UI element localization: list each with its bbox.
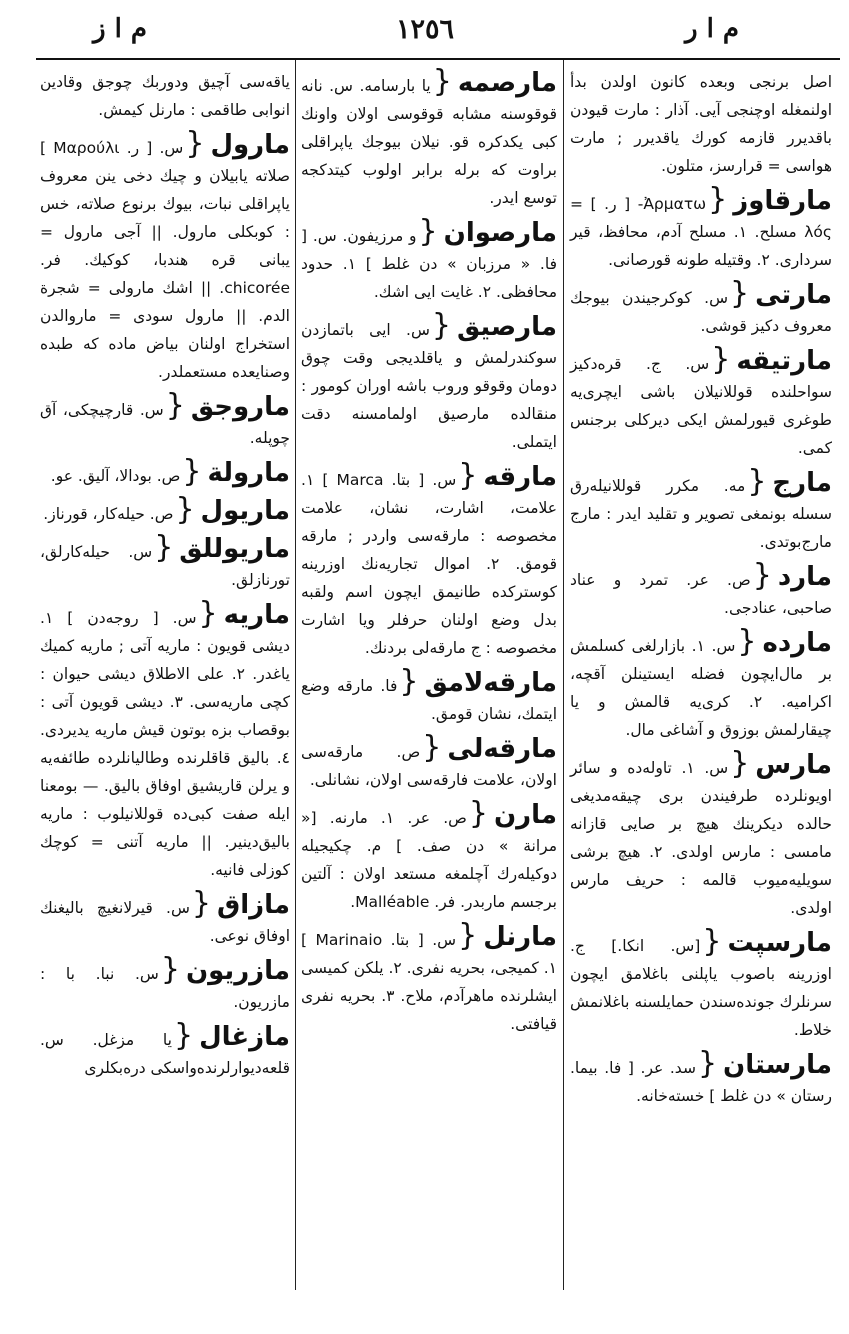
dictionary-entry bbox=[570, 924, 832, 1044]
dictionary-entry bbox=[570, 746, 832, 922]
dictionary-entry bbox=[40, 596, 290, 884]
entry-brace: { bbox=[711, 342, 731, 377]
page-number: ١٢٥٦ bbox=[395, 14, 454, 45]
dictionary-entry bbox=[570, 558, 832, 622]
entry-definition: ص. بودالا، آلیق. عو. bbox=[50, 467, 181, 485]
entry-headword: مارولة bbox=[207, 458, 290, 488]
entry-brace: { bbox=[182, 454, 202, 489]
entry-headword: مارتی bbox=[755, 280, 832, 310]
dictionary-entry bbox=[40, 952, 290, 1016]
dictionary-entry bbox=[301, 214, 557, 306]
entry-headword: مارقه‌لی bbox=[447, 734, 557, 764]
entry-brace: { bbox=[747, 464, 767, 499]
entry-brace: { bbox=[458, 918, 478, 953]
dictionary-entry bbox=[301, 730, 557, 794]
entry-headword: مازریون bbox=[185, 956, 290, 986]
entry-brace: { bbox=[185, 126, 205, 161]
entry-definition: فا. مارقه وضع ایتمك، نشان قومق. bbox=[301, 677, 557, 723]
entry-brace: { bbox=[431, 308, 451, 343]
entry-brace: { bbox=[432, 64, 452, 99]
entry-brace: { bbox=[154, 530, 174, 565]
column-right bbox=[570, 68, 832, 1298]
entry-definition: مه. مکرر قوللانیله‌رق سسله بونمغی تصویر و تقلید ایدر : مارج مارج‌بوتدی. bbox=[570, 477, 832, 551]
dictionary-entry bbox=[570, 182, 832, 274]
entry-brace: { bbox=[468, 796, 488, 831]
entry-headword: ماروجق bbox=[190, 392, 290, 422]
entry-headword: مارصمه bbox=[457, 68, 557, 98]
entry-definition: س. ایی باتمازدن سوکندرلمش و یاقلدیجی وقت چوق دومان وقوقو وروب باشه اوران کومور : منقالده مارصیق اولمامسنه دقت ایتملی. bbox=[301, 321, 557, 451]
entry-headword: مارقاوز bbox=[733, 186, 832, 216]
entry-brace: { bbox=[752, 558, 772, 593]
entry-headword: مارس bbox=[755, 750, 832, 780]
entry-definition: ص. مارقه‌سی اولان، علامت فارقه‌سی اولان، نشانلی. bbox=[301, 743, 557, 789]
entry-headword: مازغال bbox=[199, 1022, 290, 1052]
entry-definition: س. ١. تاوله‌ده و سائر اویونلرده طرفیندن بری چیقه‌مدیغی حالده دیکرینك هیچ بر صایی قازانه مامسی : مارس اولدی. ٢. هیچ برشی سویلیه‌میوب قالمه : حریف مارس اولدی. bbox=[570, 759, 832, 917]
entry-brace: { bbox=[191, 886, 211, 921]
entry-brace: { bbox=[422, 730, 442, 765]
entry-definition: ص. عر. ١. مارنه. [« مرانة » دن صف. ] م. چکیجیله دوکیله‌رك آچلمغه مستعد اولان : آلتین برجسم ماربدر. فر. Malléable. bbox=[301, 809, 557, 911]
entry-headword: ماریوللق bbox=[179, 534, 290, 564]
entry-definition: س. ١. بازارلغی کسلمش بر مال‌ایچون فضله ایستینلن آقچه، اکرامیه. ٢. کری‌یه قالمش و یا چیقارلمش بوزوق و آشاغی مال. bbox=[570, 637, 832, 739]
entry-definition: یا مزغل. س. قلعه‌دیوارلرنده‌واسکی دره‌بکلری bbox=[40, 1031, 290, 1077]
column-left bbox=[40, 68, 290, 1298]
entry-definition: ص. حیله‌کار، قورناز. bbox=[43, 505, 174, 523]
dictionary-entry bbox=[301, 458, 557, 662]
entry-brace: { bbox=[198, 596, 218, 631]
entry-brace: { bbox=[173, 1018, 194, 1053]
dictionary-entry bbox=[570, 1046, 832, 1110]
entry-brace: { bbox=[708, 182, 728, 217]
entry-definition: س. قیرلانغیچ بالیغنك اوفاق نوعی. bbox=[40, 899, 290, 945]
column-middle bbox=[301, 64, 558, 1298]
dictionary-entry bbox=[301, 308, 557, 456]
entry-definition: س. [ روجه‌دن ] ١. دیشی قویون : ماریه آتی ; ماریه کمیك یاغدر. ٢. علی الاطلاق دیشی حیوان : کچی ماریه‌سی. ٣. دیشی قویون آتی : بوقصاب بزه بوتون قیش ماریه یدیردی. ٤. بالیق قاقلرنده وطالیانلرده طائفه‌یه و یرلن قاریشیق اوفاق بالیق. — بومعنا ایله صفت کبی‌ده قوللانیلوب : ماریه بالیق‌دینیر. || ماریه آتنی = کوچك کوزلی فانیه. bbox=[40, 609, 290, 879]
entry-definition: سد. عر. [ فا. بیما. رستان » دن غلط ] خسته‌خانه. bbox=[570, 1059, 832, 1105]
entry-definition: س. حیله‌کارلق، تورنازلق. bbox=[40, 543, 290, 589]
entry-definition: س. قارچیچکی، آق چوپله. bbox=[40, 401, 290, 447]
entry-brace: { bbox=[165, 388, 185, 423]
dictionary-entry bbox=[40, 530, 290, 594]
dictionary-entry bbox=[301, 664, 557, 728]
dictionary-entry bbox=[40, 68, 290, 124]
running-head-right: م ا ر bbox=[685, 14, 739, 44]
entry-brace: { bbox=[737, 624, 757, 659]
entry-definition: یاقه‌سی آچیق ودوربك چوجق وقادین انوابی طاقمی : مارنل کیمش. bbox=[40, 73, 290, 119]
entry-headword: مارنل bbox=[483, 922, 557, 952]
entry-headword: مارستان bbox=[723, 1050, 832, 1080]
entry-definition: و مرزیفون. س. [ فا. « مرزبان » دن غلط ] ١. حدود محافظی. ٢. غایت ایی اشك. bbox=[301, 227, 557, 301]
entry-definition: س. [ بتا. Marca ] ١. علامت، اشارت، نشان، علامت مخصوصه : مارقه‌سی واردر ; مارقه قومق. ٢. اموال تجاریه‌نك اوزرینه کوسترکده طانیمق ایچون اسم ولقبه بدل وضع اولنان حرفلر ویا اشارت مخصوصه : ج مارقه‌لی بردنك. bbox=[301, 471, 557, 657]
entry-brace: { bbox=[160, 952, 180, 987]
entry-definition: اصل برنجی وبعده کانون اولدن بدأ اولنمغله اوچنجی آیی. آذار : مارت قیودن باقدیرر قازمه کورك یاقدیرر ; مارت هواسی = قرارسز، متلون. bbox=[570, 73, 832, 175]
entry-brace: { bbox=[418, 214, 438, 249]
entry-headword: مارصیق bbox=[456, 312, 557, 342]
entry-brace: { bbox=[399, 664, 419, 699]
entry-headword: مارج bbox=[772, 468, 832, 498]
dictionary-entry bbox=[570, 624, 832, 744]
entry-definition: س. ج. قره‌دکیز سواحلنده قوللانیلان باشی ایچری‌یه طوغری قیورلمش ایکی دیرکلی برجنس کمی. bbox=[570, 355, 832, 457]
running-head-left: م ا ز bbox=[93, 14, 147, 44]
dictionary-entry bbox=[301, 796, 558, 916]
entry-headword: مارد bbox=[777, 562, 832, 592]
entry-definition: س. کوکرجیندن بیوجك معروف دکیز قوشی. bbox=[570, 289, 832, 335]
entry-definition: Ἀρματω- [ ر. ] = λός مسلح. ١. مسلح آدم، محافظ، قیر سرداری. ٢. وقتیله طونه قورصانی. bbox=[570, 195, 832, 269]
dictionary-entry bbox=[570, 342, 832, 462]
entry-headword: مارسپت bbox=[727, 928, 832, 958]
entry-headword: مارقه‌لامق bbox=[424, 668, 557, 698]
entry-definition: س. نبا. با : مازریون. bbox=[40, 965, 290, 1011]
entry-headword: مارن bbox=[493, 800, 558, 830]
entry-headword: مارده bbox=[762, 628, 832, 658]
entry-brace: { bbox=[730, 746, 750, 781]
entry-definition: [س. انکا.] ج. اوزرینه باصوب یاپلنی باغلامق ایچون سرنلرك جونده‌سندن حمایلسنه باغلانمش خلاط. bbox=[570, 937, 832, 1039]
entry-headword: ماریه bbox=[223, 600, 290, 630]
entry-brace: { bbox=[697, 1046, 718, 1081]
dictionary-entry bbox=[301, 64, 557, 212]
entry-headword: مارصوان bbox=[443, 218, 557, 248]
column-divider-left bbox=[295, 60, 296, 1290]
dictionary-entry bbox=[40, 492, 290, 528]
entry-headword: ماریول bbox=[200, 496, 290, 526]
dictionary-entry bbox=[570, 464, 832, 556]
dictionary-entry bbox=[40, 454, 290, 490]
header-rule bbox=[36, 58, 840, 60]
entry-brace: { bbox=[458, 458, 478, 493]
dictionary-entry bbox=[301, 918, 557, 1038]
entry-definition: ص. عر. تمرد و عناد صاحبی، عنادجی. bbox=[570, 571, 832, 617]
dictionary-entry bbox=[570, 276, 832, 340]
entry-headword: مارقه bbox=[483, 462, 557, 492]
entry-brace: { bbox=[702, 924, 722, 959]
entry-brace: { bbox=[730, 276, 750, 311]
entry-definition: س. [ ر. Μαρούλι ] صلاته یابیلان و چیك دخی ینن معروف یاپراقلی نبات، بیوك برنوع صلاته، خس : کوبکلی مارول. || آجی مارول = یبانی قره هندبا، کوکیك. فر. chicorée. || اشك مارولی = شجرة الدم. || مارول سودی = ماروالدن استخراج اولنان بیاض ماده که طبده وصنایعده مستعملدر. bbox=[40, 139, 290, 381]
dictionary-entry bbox=[40, 126, 290, 386]
entry-headword: مارول bbox=[210, 130, 290, 160]
entry-definition: س. [ بتا. Marinaio ] ١. کمیجی، بحریه نفری. ٢. یلکن کمیسی ایشلرنده ماهرآدم، ملاح. ٣. بحریه نفری قیافتی. bbox=[301, 931, 557, 1033]
dictionary-entry bbox=[40, 886, 290, 950]
dictionary-entry bbox=[40, 388, 290, 452]
entry-brace: { bbox=[175, 492, 195, 527]
entry-headword: مازاق bbox=[217, 890, 290, 920]
column-divider-right bbox=[563, 60, 564, 1290]
dictionary-entry bbox=[570, 68, 832, 180]
entry-headword: مارتیقه bbox=[736, 346, 832, 376]
entry-definition: یا بارسامه. س. نانه قوقوسنه مشابه قوقوسی اولان واونك کبی یکدکره قو. نیلان بیوجك یاپراقلی براوت که برله برابر اولوب کیتدکجه توسع ایدر. bbox=[301, 77, 557, 207]
dictionary-entry bbox=[40, 1018, 290, 1082]
